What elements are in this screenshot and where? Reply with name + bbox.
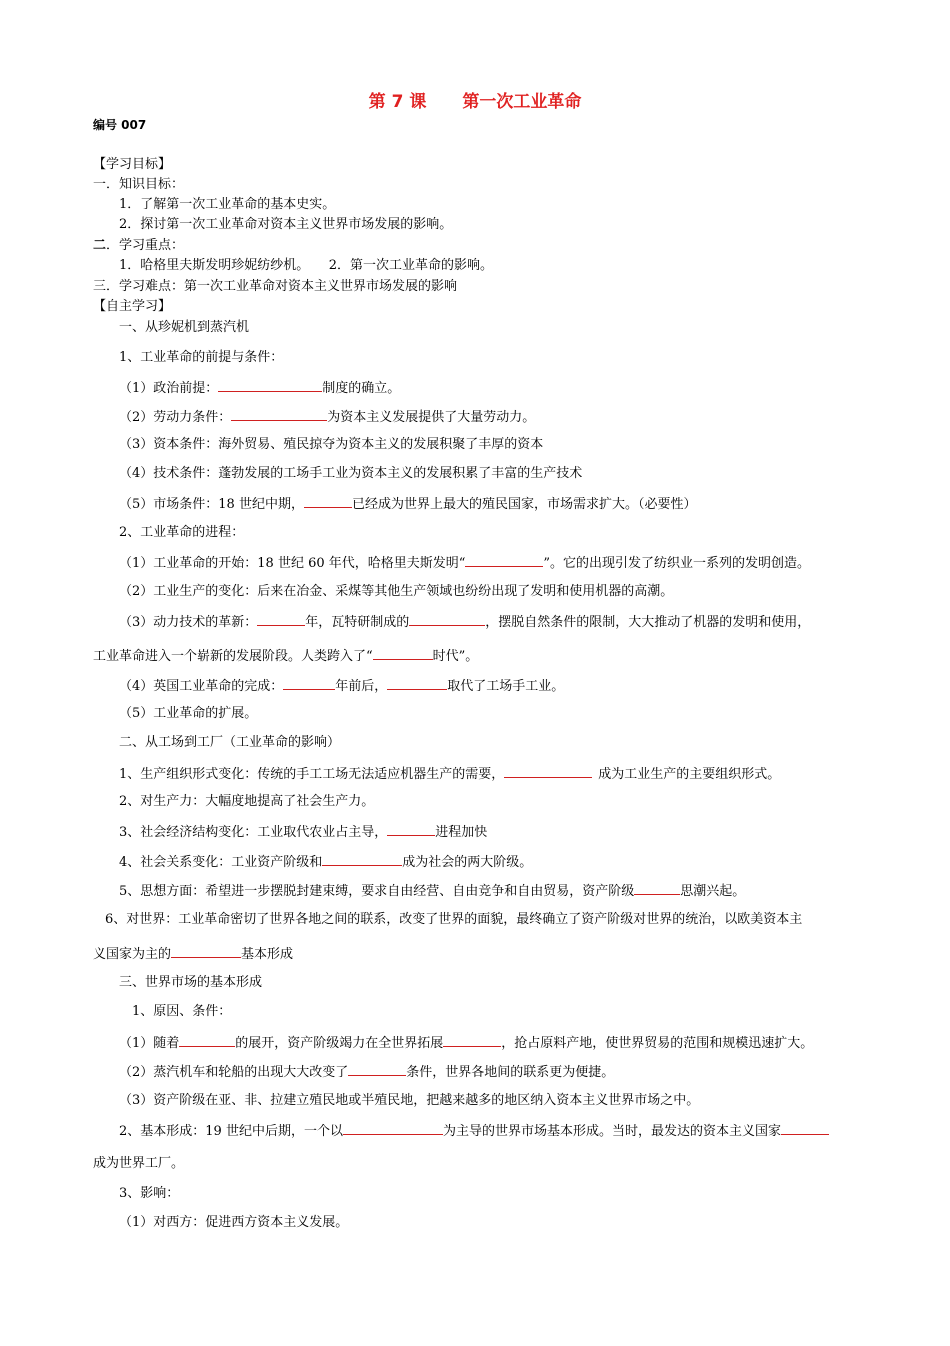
blank[interactable] <box>443 1034 501 1047</box>
condition-5-text: （5）市场条件：18 世纪中期， <box>119 497 304 512</box>
process-2: （2）工业生产的变化：后来在冶金、采煤等其他生产领域也纷纷出现了发明和使用机器的高潮。 <box>119 584 674 599</box>
s3-point-1: 1、原因、条件： <box>132 1004 232 1019</box>
impact-4-text-end: 成为社会的两大阶级。 <box>402 855 533 870</box>
cause-1-text: （1）随着 <box>119 1036 180 1051</box>
process-1 <box>119 554 810 572</box>
blank[interactable] <box>465 554 543 567</box>
blank[interactable] <box>634 882 680 895</box>
cause-1-text-end: ，抢占原料产地，使世界贸易的范围和规模迅速扩大。 <box>501 1036 814 1051</box>
blank[interactable] <box>781 1122 829 1135</box>
blank[interactable] <box>283 677 335 690</box>
difficulty: 三．学习难点：第一次工业革命对资本主义世界市场发展的影响 <box>93 279 458 294</box>
impact-5-text-end: 思潮兴起。 <box>680 884 746 899</box>
focus-label-text: ．学习重点： <box>106 238 185 253</box>
cause-1 <box>119 1034 813 1052</box>
formation-continued: 成为世界工厂。 <box>93 1156 185 1171</box>
impact-3 <box>119 823 487 841</box>
blank[interactable] <box>231 408 327 421</box>
s3-point-3: 3、影响： <box>119 1186 180 1201</box>
page-title <box>0 94 950 110</box>
impact-6: 6、对世界：工业革命密切了世界各地之间的联系，改变了世界的面貌，最终确立了资产阶级对世界的统治，以欧美资本主 <box>105 912 803 927</box>
blank[interactable] <box>322 853 402 866</box>
self-study-header: 【自主学习】 <box>93 299 172 314</box>
condition-2-text: （2）劳动力条件： <box>119 410 232 425</box>
condition-1-text-end: 制度的确立。 <box>322 381 401 396</box>
process-3-text: （3）动力技术的革新： <box>119 615 258 630</box>
process-4 <box>119 677 564 695</box>
blank[interactable] <box>257 613 305 626</box>
formation <box>119 1122 829 1140</box>
impact-1-text-end: 成为工业生产的主要组织形式。 <box>598 767 781 782</box>
process-1-text: （1）工业革命的开始：18 世纪 60 年代，哈格里夫斯发明“ <box>119 556 466 571</box>
impact-6-continued <box>93 945 293 963</box>
blank[interactable] <box>373 647 433 660</box>
impact-5-text: 5、思想方面：希望进一步摆脱封建束缚，要求自由经营、自由竞争和自由贸易，资产阶级 <box>119 884 635 899</box>
cause-2-text: （2）蒸汽机车和轮船的出现大大改变了 <box>119 1065 349 1080</box>
blank[interactable] <box>409 613 485 626</box>
blank[interactable] <box>387 677 447 690</box>
blank[interactable] <box>179 1034 235 1047</box>
s1-point-2: 2、工业革命的进程： <box>119 525 245 540</box>
influence-1: （1）对西方：促进西方资本主义发展。 <box>119 1215 349 1230</box>
condition-5-text-end: 已经成为世界上最大的殖民国家，市场需求扩大。（必要性） <box>351 497 697 512</box>
focus-items: 1．哈格里夫斯发明珍妮纺纱机。 2．第一次工业革命的影响。 <box>119 258 494 273</box>
process-3-cont-text: 工业革命进入一个崭新的发展阶段。人类跨入了“ <box>93 649 373 664</box>
process-4-text-mid: 年前后， <box>335 679 388 694</box>
section-3-title: 三、世界市场的基本形成 <box>119 975 263 990</box>
condition-2-text-end: 为资本主义发展提供了大量劳动力。 <box>327 410 536 425</box>
impact-2: 2、对生产力：大幅度地提高了社会生产力。 <box>119 794 375 809</box>
knowledge-goal-2: 2．探讨第一次工业革命对资本主义世界市场发展的影响。 <box>119 217 453 232</box>
impact-4 <box>119 853 532 871</box>
section-1-title: 一、从珍妮机到蒸汽机 <box>119 320 250 335</box>
process-3-continued <box>93 647 478 665</box>
blank[interactable] <box>343 1122 443 1135</box>
cause-2 <box>119 1063 614 1081</box>
blank[interactable] <box>171 945 241 958</box>
process-3-text-end: ，摆脱自然条件的限制，大大推动了机器的发明和使用， <box>485 615 811 630</box>
process-3-cont-end: 时代”。 <box>432 649 479 664</box>
process-5: （5）工业革命的扩展。 <box>119 706 258 721</box>
process-4-text-end: 取代了工场手工业。 <box>447 679 565 694</box>
lesson-number: 第 7 课 <box>368 92 427 112</box>
knowledge-goals-label: 一．知识目标： <box>93 177 185 192</box>
section-2-title: 二、从工场到工厂（工业革命的影响） <box>119 735 341 750</box>
goals-header: 【学习目标】 <box>93 157 172 172</box>
knowledge-goal-1: 1．了解第一次工业革命的基本史实。 <box>119 197 336 212</box>
blank[interactable] <box>387 823 435 836</box>
focus-label <box>93 238 184 254</box>
impact-6-cont-end: 基本形成 <box>241 947 294 962</box>
process-4-text: （4）英国工业革命的完成： <box>119 679 284 694</box>
document-code: 编号 007 <box>93 118 147 132</box>
blank[interactable] <box>348 1063 406 1076</box>
blank[interactable] <box>304 495 352 508</box>
lesson-title: 第一次工业革命 <box>462 92 582 112</box>
impact-1 <box>119 765 780 783</box>
focus-number: 二 <box>93 238 107 253</box>
condition-5 <box>119 495 696 513</box>
process-3-text-mid: 年，瓦特研制成的 <box>305 615 410 630</box>
condition-3: （3）资本条件：海外贸易、殖民掠夺为资本主义的发展积聚了丰厚的资本 <box>119 437 544 452</box>
cause-3: （3）资产阶级在亚、非、拉建立殖民地或半殖民地，把越来越多的地区纳入资本主义世界市场之中。 <box>119 1093 700 1108</box>
cause-1-text-mid: 的展开，资产阶级竭力在全世界拓展 <box>235 1036 444 1051</box>
condition-1-text: （1）政治前提： <box>119 381 219 396</box>
formation-text: 2、基本形成：19 世纪中后期，一个以 <box>119 1124 343 1139</box>
s1-point-1: 1、工业革命的前提与条件： <box>119 350 284 365</box>
formation-text-mid: 为主导的世界市场基本形成。当时，最发达的资本主义国家 <box>442 1124 781 1139</box>
condition-1 <box>119 379 400 397</box>
impact-5 <box>119 882 745 900</box>
blank[interactable] <box>504 765 592 778</box>
cause-2-text-end: 条件，世界各地间的联系更为便捷。 <box>406 1065 615 1080</box>
impact-3-text: 3、社会经济结构变化：工业取代农业占主导， <box>119 825 388 840</box>
condition-4: （4）技术条件：蓬勃发展的工场手工业为资本主义的发展积累了丰富的生产技术 <box>119 466 583 481</box>
blank[interactable] <box>218 379 322 392</box>
process-3 <box>119 613 810 631</box>
condition-2 <box>119 408 535 426</box>
impact-3-text-end: 进程加快 <box>435 825 488 840</box>
process-1-text-end: ”。它的出现引发了纺织业一系列的发明创造。 <box>543 556 811 571</box>
impact-6-cont-text: 义国家为主的 <box>93 947 172 962</box>
impact-4-text: 4、社会关系变化：工业资产阶级和 <box>119 855 323 870</box>
impact-1-text: 1、生产组织形式变化：传统的手工工场无法适应机器生产的需要， <box>119 767 505 782</box>
